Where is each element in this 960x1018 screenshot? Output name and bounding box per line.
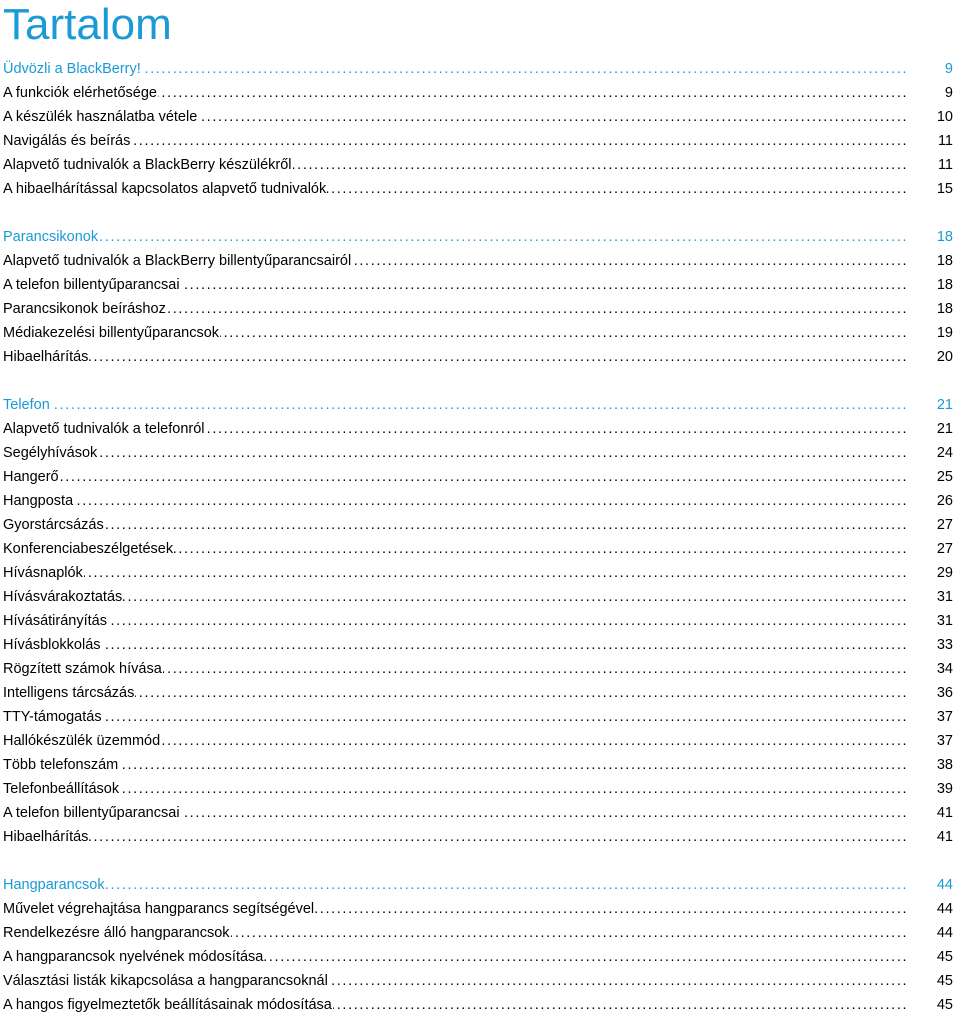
page-number: 45 — [906, 969, 953, 993]
toc-entry-link[interactable] — [3, 177, 953, 201]
toc-entry-link[interactable] — [3, 753, 953, 777]
toc-entry-title: Választási listák kikapcsolása a hangparancsoknál — [3, 973, 328, 989]
dot-leader — [3, 225, 906, 249]
toc-entry-title: Hibaelhárítás — [3, 829, 89, 845]
toc-entry-title: Segélyhívások — [3, 445, 98, 461]
page-number: 37 — [906, 705, 953, 729]
toc-entry-title: Konferenciabeszélgetések — [3, 541, 174, 557]
page-number: 11 — [906, 129, 953, 153]
dot-leader — [3, 681, 906, 705]
toc-entry-title: TTY-támogatás — [3, 709, 102, 725]
toc-entry-link[interactable] — [3, 825, 953, 849]
page-number: 27 — [906, 513, 953, 537]
dot-leader — [3, 585, 906, 609]
toc-entry-link[interactable] — [3, 105, 953, 129]
page-number: 37 — [906, 729, 953, 753]
page-number: 44 — [906, 897, 953, 921]
page-number: 31 — [906, 585, 953, 609]
toc-entry-title: A funkciók elérhetősége — [3, 85, 157, 101]
toc-entry-title: A készülék használatba vétele — [3, 109, 198, 125]
toc-entry-title: Alapvető tudnivalók a telefonról — [3, 421, 205, 437]
toc-entry-title: A hangos figyelmeztetők beállításainak módosítása — [3, 997, 332, 1013]
page-number: 26 — [906, 489, 953, 513]
toc-entry-title: Hangerő — [3, 469, 59, 485]
toc-entry-title: A hibaelhárítással kapcsolatos alapvető tudnivalók — [3, 181, 327, 197]
page-number: 34 — [906, 657, 953, 681]
dot-leader — [3, 393, 906, 417]
page-number: 20 — [906, 345, 953, 369]
toc-entry-title: Telefonbeállítások — [3, 781, 120, 797]
toc-section-link[interactable] — [3, 873, 953, 897]
page-number: 24 — [906, 441, 953, 465]
page-number: 38 — [906, 753, 953, 777]
page-number: 41 — [906, 825, 953, 849]
section-spacer — [3, 369, 953, 393]
toc-entry-link[interactable] — [3, 585, 953, 609]
toc-entry-title: Rögzített számok hívása — [3, 661, 162, 677]
page-number: 44 — [906, 873, 953, 897]
dot-leader — [3, 489, 906, 513]
dot-leader — [3, 441, 906, 465]
toc-entry-title: A telefon billentyűparancsai — [3, 805, 180, 821]
toc-entry-link[interactable] — [3, 633, 953, 657]
toc-entry-link[interactable] — [3, 681, 953, 705]
page-number: 45 — [906, 993, 953, 1017]
toc-entry-title: Hívásátirányítás — [3, 613, 107, 629]
toc-entry-link[interactable] — [3, 417, 953, 441]
toc-entry-link[interactable] — [3, 273, 953, 297]
toc-entry-title: Navigálás és beírás — [3, 133, 131, 149]
dot-leader — [3, 825, 906, 849]
toc-entry-link[interactable] — [3, 705, 953, 729]
toc-section-link[interactable] — [3, 57, 953, 81]
page-number: 25 — [906, 465, 953, 489]
page-number: 19 — [906, 321, 953, 345]
page-number: 18 — [906, 225, 953, 249]
section-spacer — [3, 201, 953, 225]
section-spacer — [3, 849, 953, 873]
toc-entry-title: Művelet végrehajtása hangparancs segítségével — [3, 901, 315, 917]
toc-section-title: Hangparancsok — [3, 877, 105, 893]
page-number: 29 — [906, 561, 953, 585]
dot-leader — [3, 345, 906, 369]
toc-entry-title: Hívásnaplók — [3, 565, 83, 581]
page-number: 10 — [906, 105, 953, 129]
toc-entry-link[interactable] — [3, 729, 953, 753]
toc-entry-link[interactable] — [3, 801, 953, 825]
dot-leader — [3, 777, 906, 801]
toc-entry-title: Parancsikonok beíráshoz — [3, 301, 166, 317]
page-number: 21 — [906, 393, 953, 417]
toc-entry-link[interactable] — [3, 297, 953, 321]
page-number: 15 — [906, 177, 953, 201]
toc-section-link[interactable] — [3, 393, 953, 417]
toc-section-title: Parancsikonok — [3, 229, 99, 245]
dot-leader — [3, 873, 906, 897]
toc-entry-title: Alapvető tudnivalók a BlackBerry készülékről — [3, 157, 292, 173]
page-number: 41 — [906, 801, 953, 825]
page-number: 18 — [906, 249, 953, 273]
toc-entry-link[interactable] — [3, 609, 953, 633]
toc-entry-link[interactable] — [3, 129, 953, 153]
toc-entry-link[interactable] — [3, 153, 953, 177]
toc-entry-link[interactable] — [3, 561, 953, 585]
toc-entry-title: Hangposta — [3, 493, 74, 509]
toc-entry-link[interactable] — [3, 321, 953, 345]
toc-entry-link[interactable] — [3, 777, 953, 801]
toc-section-title: Telefon — [3, 397, 50, 413]
page-number: 39 — [906, 777, 953, 801]
page-number: 31 — [906, 609, 953, 633]
toc-entry-title: Hívásblokkolás — [3, 637, 101, 653]
toc-entry-link[interactable] — [3, 249, 953, 273]
table-of-contents — [3, 57, 953, 1017]
toc-entry-title: Rendelkezésre álló hangparancsok — [3, 925, 230, 941]
page-number: 33 — [906, 633, 953, 657]
toc-entry-title: A telefon billentyűparancsai — [3, 277, 180, 293]
toc-entry-title: Hívásvárakoztatás — [3, 589, 123, 605]
dot-leader — [3, 705, 906, 729]
toc-entry-link[interactable] — [3, 657, 953, 681]
toc-entry-link[interactable] — [3, 537, 953, 561]
dot-leader — [3, 561, 906, 585]
page-number: 11 — [906, 153, 953, 177]
dot-leader — [3, 633, 906, 657]
page-number: 9 — [906, 81, 953, 105]
page-number: 45 — [906, 945, 953, 969]
page-number: 18 — [906, 297, 953, 321]
dot-leader — [3, 513, 906, 537]
toc-entry-link[interactable] — [3, 897, 953, 921]
page-number: 27 — [906, 537, 953, 561]
toc-entry-link[interactable] — [3, 489, 953, 513]
toc-entry-link[interactable] — [3, 441, 953, 465]
page-number: 9 — [906, 57, 953, 81]
toc-section-link[interactable] — [3, 225, 953, 249]
toc-entry-link[interactable] — [3, 81, 953, 105]
toc-entry-link[interactable] — [3, 465, 953, 489]
toc-entry-link[interactable] — [3, 921, 953, 945]
toc-entry-title: Médiakezelési billentyűparancsok — [3, 325, 220, 341]
page-number: 21 — [906, 417, 953, 441]
toc-entry-title: Gyorstárcsázás — [3, 517, 104, 533]
toc-entry-link[interactable] — [3, 945, 953, 969]
dot-leader — [3, 753, 906, 777]
toc-entry-link[interactable] — [3, 345, 953, 369]
page-number: 18 — [906, 273, 953, 297]
page-number: 36 — [906, 681, 953, 705]
page-title: Tartalom — [3, 0, 172, 49]
toc-entry-title: Alapvető tudnivalók a BlackBerry billentyűparancsairól — [3, 253, 352, 269]
toc-entry-link[interactable] — [3, 969, 953, 993]
toc-entry-title: Több telefonszám — [3, 757, 119, 773]
toc-entry-title: Intelligens tárcsázás — [3, 685, 135, 701]
toc-entry-link[interactable] — [3, 513, 953, 537]
dot-leader — [3, 129, 906, 153]
toc-section-title: Üdvözli a BlackBerry! — [3, 61, 141, 77]
toc-entry-title: Hibaelhárítás — [3, 349, 89, 365]
page-number: 44 — [906, 921, 953, 945]
dot-leader — [3, 609, 906, 633]
toc-entry-link[interactable] — [3, 993, 953, 1017]
toc-entry-title: A hangparancsok nyelvének módosítása — [3, 949, 264, 965]
toc-entry-title: Hallókészülék üzemmód — [3, 733, 161, 749]
dot-leader — [3, 465, 906, 489]
